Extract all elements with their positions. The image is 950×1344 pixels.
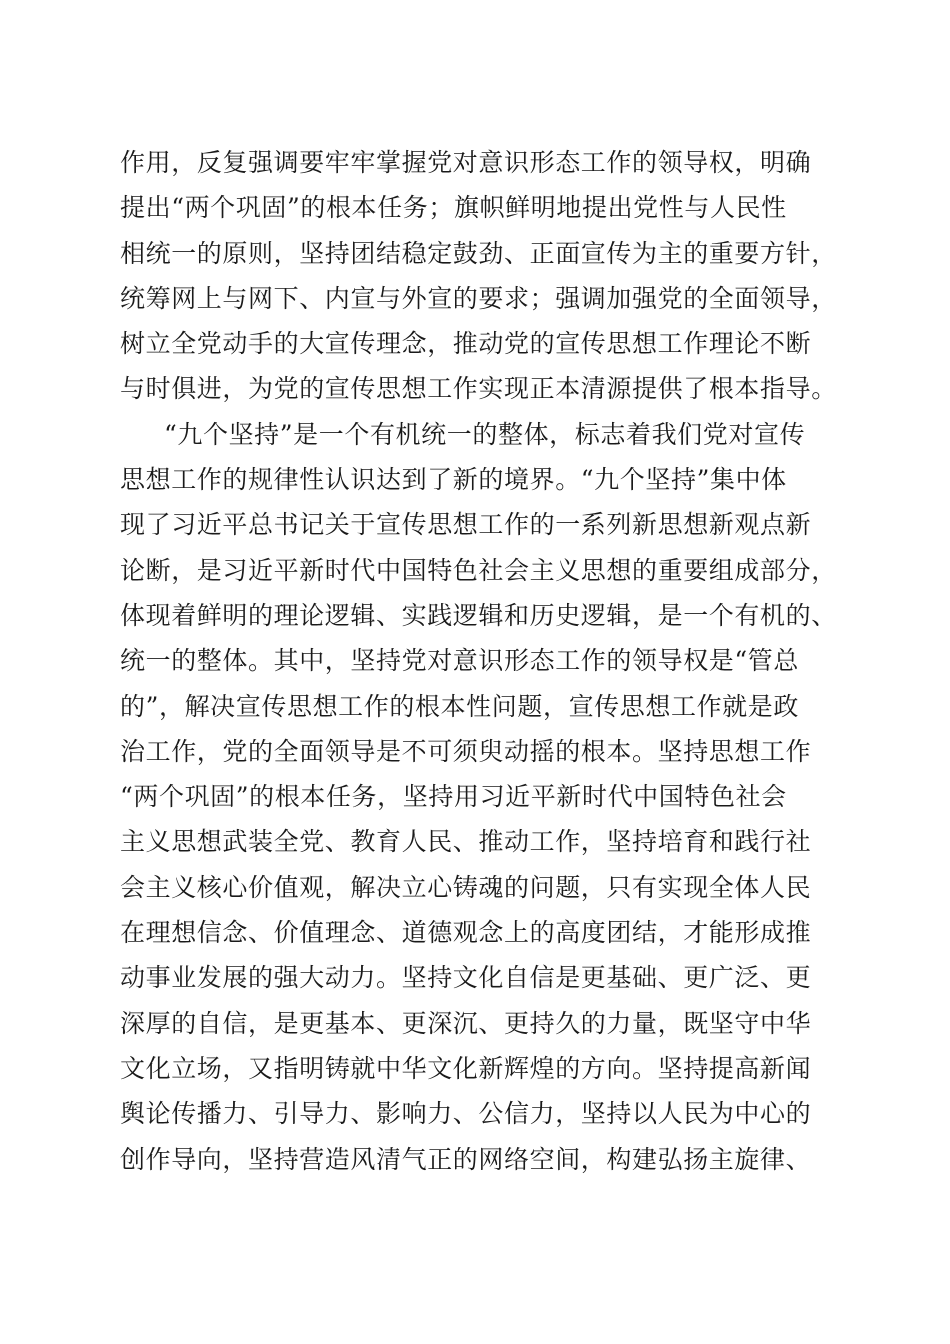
text-line: 思想工作的规律性认识达到了新的境界。“九个坚持”集中体: [120, 465, 787, 495]
text-line: 树立全党动手的大宣传理念，推动党的宣传思想工作理论不断: [120, 329, 812, 359]
text-line: 体现着鲜明的理论逻辑、实践逻辑和历史逻辑，是一个有机的、: [120, 600, 837, 630]
text-line: 主义思想武装全党、教育人民、推动工作，坚持培育和践行社: [120, 827, 812, 857]
text-line: 与时俱进，为党的宣传思想工作实现正本清源提供了根本指导。: [120, 374, 837, 404]
text-line: 在理想信念、价值理念、道德观念上的高度团结，才能形成推: [120, 918, 812, 948]
text-line: 作用，反复强调要牢牢掌握党对意识形态工作的领导权，明确: [120, 148, 812, 177]
text-line: 会主义核心价值观，解决立心铸魂的问题，只有实现全体人民: [120, 872, 812, 902]
text-line: 提出“两个巩固”的根本任务；旗帜鲜明地提出党性与人民性: [120, 193, 787, 223]
text-line: 统筹网上与网下、内宣与外宣的要求；强调加强党的全面领导，: [120, 283, 837, 313]
text-line: “两个巩固”的根本任务，坚持用习近平新时代中国特色社会: [120, 782, 787, 812]
text-line: 相统一的原则，坚持团结稳定鼓劲、正面宣传为主的重要方针，: [120, 238, 837, 268]
text-line: 动事业发展的强大动力。坚持文化自信是更基础、更广泛、更: [120, 963, 812, 993]
body-text: [120, 140, 840, 1182]
text-line: 治工作，党的全面领导是不可须臾动摇的根本。坚持思想工作: [120, 736, 812, 766]
text-line: 深厚的自信，是更基本、更深沉、更持久的力量，既坚守中华: [120, 1008, 812, 1038]
text-line: 现了习近平总书记关于宣传思想工作的一系列新思想新观点新: [120, 510, 812, 540]
paragraph-first-line: “九个坚持”是一个有机统一的整体，标志着我们党对宣传: [164, 419, 806, 449]
text-line: 论断，是习近平新时代中国特色社会主义思想的重要组成部分，: [120, 555, 837, 585]
text-line: 舆论传播力、引导力、影响力、公信力，坚持以人民为中心的: [120, 1099, 812, 1129]
text-line: 的”，解决宣传思想工作的根本性问题，宣传思想工作就是政: [120, 691, 799, 721]
text-line: 统一的整体。其中，坚持党对意识形态工作的领导权是“管总: [120, 646, 799, 676]
text-line: 创作导向，坚持营造风清气正的网络空间，构建弘扬主旋律、: [120, 1144, 812, 1174]
text-line: 文化立场，又指明铸就中华文化新辉煌的方向。坚持提高新闻: [120, 1053, 812, 1083]
